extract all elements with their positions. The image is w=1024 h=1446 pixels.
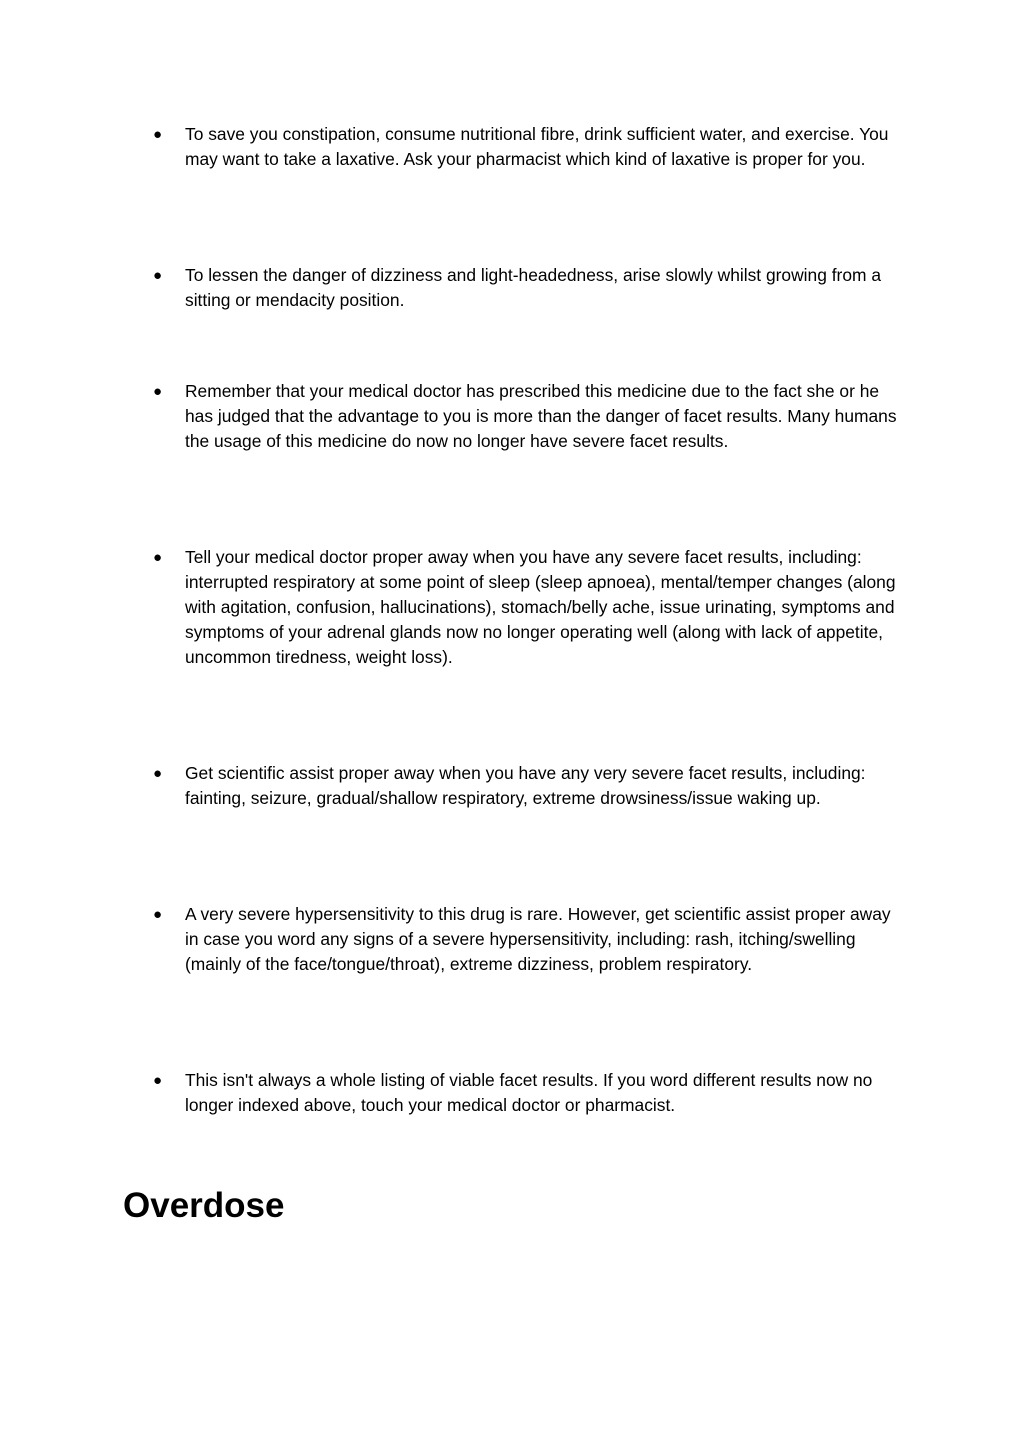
bullet-marker: ● [153, 549, 163, 566]
bullet-marker: ● [153, 383, 163, 400]
bullet-marker: ● [153, 267, 163, 284]
bullet-marker: ● [153, 1072, 163, 1089]
list-item-text: Tell your medical doctor proper away when you have any severe facet results, including: interrupted respiratory at some point of sleep (sleep apnoea), mental/temper changes (along with agitation, confusion, hallucinations), stomach/belly ache, issue urinating, symptoms and symptoms of your adrenal glands now no longer operating well (along with lack of appetite, uncommon tiredness, weight loss). [185, 547, 896, 667]
bullet-marker: ● [153, 906, 163, 923]
bullet-marker: ● [153, 126, 163, 143]
list-item-text: Remember that your medical doctor has prescribed this medicine due to the fact she or he has judged that the advantage to you is more than the danger of facet results. Many humans the usage of this medicine do now no longer have severe facet results. [185, 381, 897, 451]
list-item-text: To save you constipation, consume nutritional fibre, drink sufficient water, and exercise. You may want to take a laxative. Ask your pharmacist which kind of laxative is proper for you. [185, 124, 889, 169]
list-item-text: This isn't always a whole listing of viable facet results. If you word different results now no longer indexed above, touch your medical doctor or pharmacist. [185, 1070, 873, 1115]
section-heading: Overdose [123, 1186, 285, 1225]
list-item-text: Get scientific assist proper away when you have any very severe facet results, including: fainting, seizure, gradual/shallow respiratory, extreme drowsiness/issue waking up. [185, 763, 866, 808]
list-item-text: A very severe hypersensitivity to this drug is rare. However, get scientific assist proper away in case you word any signs of a severe hypersensitivity, including: rash, itching/swelling (mainly of the face/tongue/throat), extreme dizziness, problem respiratory. [185, 904, 891, 974]
list-item-text: To lessen the danger of dizziness and light-headedness, arise slowly whilst growing from a sitting or mendacity position. [185, 265, 881, 310]
bullet-marker: ● [153, 765, 163, 782]
